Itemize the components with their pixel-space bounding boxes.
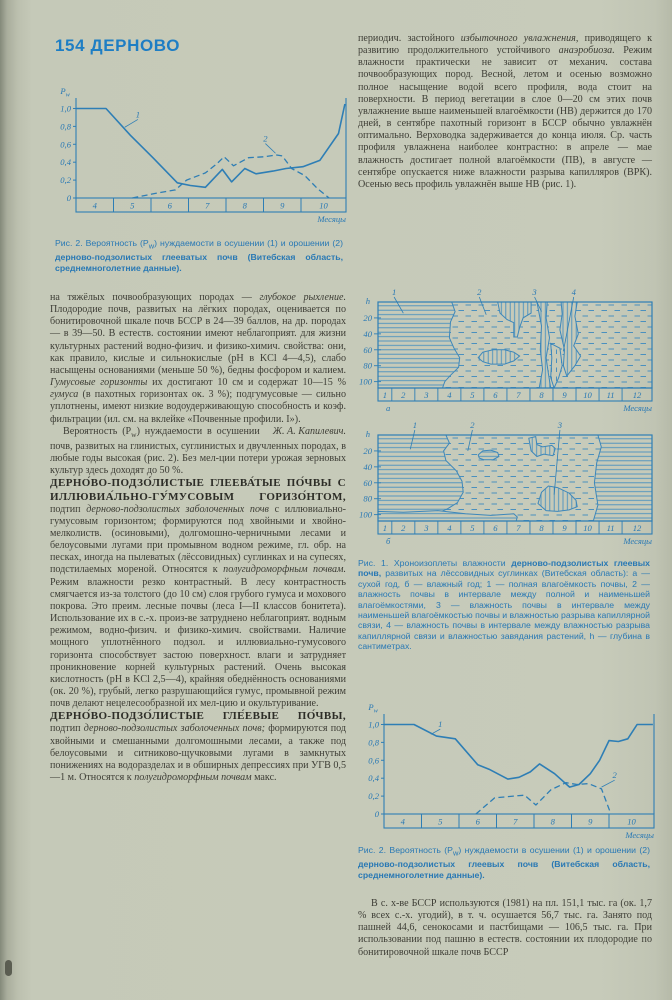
author-signature: Ж. А. Капилевич. [272,425,346,437]
caption-bold: дерново-подзолистых глеевых почв (Витебская область, среднемноголетние данные). [358,859,650,880]
svg-text:Pw: $P_w$ [60,86,70,99]
body-text: формируются под хвойными и смешанными долгомошными лесами, а также под белоусовыми и ситниково-щучковыми лугами в замкнутых понижениях на водоразделах и в обширных депрессиях при УГВ 0,5—1 м. Относятся к [50,723,347,784]
svg-text:6: 6 [475,816,480,827]
svg-text:60: 60 [363,344,372,355]
svg-text:2: 2 [612,770,617,781]
figure-1-chronoisopleth-panel-b [354,419,658,551]
svg-text:Месяцы: Месяцы [623,536,652,546]
svg-text:4: 4 [447,390,452,400]
italic-term: гумуса [50,389,79,401]
figure-2-right-line-chart [354,686,658,842]
svg-text:Месяцы: Месяцы [317,214,346,224]
svg-text:80: 80 [363,493,372,504]
svg-text:100: 100 [359,509,372,520]
svg-text:10: 10 [583,523,592,533]
svg-text:5: 5 [470,523,475,533]
svg-text:9: 9 [588,816,593,827]
svg-text:0: 0 [374,809,379,819]
svg-text:0: 0 [66,193,71,203]
svg-text:4: 4 [447,523,452,533]
body-text: приводящего к развитию продолжительного устойчивого [358,33,652,57]
svg-text:1: 1 [438,719,443,730]
svg-text:3: 3 [532,287,537,297]
paragraph-land-use: В с. х-ве БССР используются (1981) на пл. 151,1 тыс. га (ок. 1,7 % всех с.-х. угодий), в т. ч. осушается 56,7 тыс. га. Занято под пашней 44,6, сенокосами и пастбищами — 106,5 тыс. га. При использовании под пашню в естеств. состоянии их плодородие по бонитировочной шкале почв БССР [358,898,652,958]
svg-text:8: 8 [242,200,247,211]
svg-text:60: 60 [363,477,372,488]
entry-headword: ДЕРНО́ВО-ПОДЗО́ЛИСТЫЕ ГЛЕ́ЕВЫЕ ПО́ЧВЫ, [50,710,346,723]
body-text: их достигают 10 см и содержат 10—15 % [147,377,346,389]
svg-text:Pw: $P_w$ [368,702,378,715]
paragraph-continuation [50,292,346,426]
svg-text:20: 20 [363,312,372,323]
svg-text:1: 1 [382,523,388,533]
svg-text:8: 8 [539,390,544,400]
paragraph-probability [50,426,346,478]
figure-2-left-caption [55,238,343,273]
svg-text:3: 3 [424,523,429,533]
svg-text:7: 7 [516,390,521,400]
svg-text:0,8: 0,8 [60,121,71,132]
caption-text: Рис. 1. Хроноизоплеты влажности [358,558,512,568]
body-text: подтип [50,503,87,515]
body-text: ) нуждаемости в осушении почв, развитых на глинистых, суглинистых и двучленных породах, в любые годы высокая (рис. 2). Без мел-ции потери урожая зерновых культур здесь доходят до 50 %. [50,425,346,477]
caption-text: Рис. 2. Вероятность (P [358,845,453,855]
svg-text:5: 5 [130,200,135,211]
svg-text:10: 10 [583,390,592,400]
figure-2-left-line-chart [46,70,350,226]
svg-text:7: 7 [205,200,210,211]
svg-text:0,4: 0,4 [60,157,71,168]
body-text: Режим влажности практически не зависит от механич. состава почвообразующих пород. Весной, летом и осенью возможно полное насыщение водой всего профиля, вода стоит на поверхности. В период вегетации в слое 0—20 см этих почв увлажнение выше наименьшей влагоёмкости (НВ) держится до 170 дней, в сентябре пахотный горизонт в БССР обычно увлажнён оптимально. Верховодка задерживается до конца июля. Ср. часть профиля увлажнена наиболее контрастно: в апреле — мае влажность достигает полной влагоёмкости (ПВ), в августе — сентябре опускается ниже влажности разрыва капилляров (ВРК). Осенью весь профиль увлажнён выше НВ (рис. 1). [358,45,653,190]
svg-text:8: 8 [539,523,544,533]
caption-text: развитых на лёссовидных суглинках (Витебская область): а — сухой год, б — влажный год; 1 — полная влагоёмкость почвы, 2 — влажность почвы в интервале между полной и наименьшей влагоёмкостями, 3 — влажность почвы в интервале между наименьшей влагоёмкостью почвы и влажностью разрыва капиллярной связи, 4 — влажность почвы в интервале между влажностью разрыва капиллярной связи и влажностью завядания растений, h — глубина в сантиметрах. [358,568,650,652]
entry-gleevatye-soils [50,477,346,710]
svg-text:6: 6 [493,390,498,400]
svg-text:Месяцы: Месяцы [623,403,652,413]
svg-text:Месяцы: Месяцы [625,830,654,840]
caption-text: Рис. 2. Вероятность (P [55,238,149,248]
svg-text:0,2: 0,2 [60,175,71,186]
svg-text:40: 40 [363,328,372,339]
svg-text:1: 1 [412,420,417,430]
svg-text:6: 6 [493,523,498,533]
entry-gleevye-soils [50,710,346,784]
body-text: Плодородие почв, развитых на лёгких породах, оценивается по бонитировочной шкале почв БССР в 24—39 баллов, на др. породах — в 39—50. В естеств. состоянии имеют неблагоприят. для жизни культурных растений водно-физич. и физико-химич. свойства: они, как правило, кислые и сильнокислые (pH в KCl 4—4,5), слабо насыщены основаниями (меньше 50 %), бедны фосфором и калием. [50,304,346,376]
right-column-top [358,33,652,191]
svg-text:7: 7 [516,523,521,533]
svg-text:2: 2 [477,287,482,297]
caption-text: ) нуждаемости в осушении (1) и орошении (2) [458,845,650,855]
body-text: макс. [251,772,277,784]
svg-text:4: 4 [400,816,405,827]
svg-text:10: 10 [319,200,328,211]
svg-text:6: 6 [167,200,172,211]
body-text: на тяжёлых почвообразующих породах — [50,292,260,303]
figure-2-right-caption [358,845,650,880]
italic-term: глубокое рыхление. [259,292,346,303]
svg-text:1: 1 [391,287,397,297]
svg-text:7: 7 [513,816,518,827]
svg-text:12: 12 [632,523,642,533]
svg-text:4: 4 [571,287,576,297]
svg-text:1: 1 [135,109,141,120]
svg-text:40: 40 [363,461,372,472]
svg-text:20: 20 [363,445,372,456]
page-header: 154 ДЕРНОВО [55,36,181,55]
svg-text:2: 2 [401,390,406,400]
svg-text:а: а [386,403,391,413]
svg-text:0,6: 0,6 [60,139,71,150]
paragraph-moisture-regime [358,33,652,191]
svg-text:10: 10 [627,816,636,827]
svg-text:2: 2 [470,420,475,430]
svg-text:1,0: 1,0 [60,103,71,114]
caption-text: ) нуждаемости в осушении (1) и орошении (2) [154,238,343,248]
body-text: периодич. застойного [358,33,461,44]
svg-text:0,6: 0,6 [368,755,379,766]
italic-term: избыточного увлажнения, [460,33,579,44]
svg-text:0,4: 0,4 [368,773,379,784]
pw-subscript: w [131,429,137,439]
entry-headword: ДЕРНО́ВО-ПОДЗО́ЛИСТЫЕ ГЛЕЕВА́ТЫЕ ПО́ЧВЫ С ИЛЛЮВИА́ЛЬНО-ГУ́МУСОВЫМ ГОРИЗО́НТОМ, [50,477,346,503]
svg-text:5: 5 [470,390,475,400]
figure-1-caption [358,558,650,652]
body-text: подтип [50,723,84,735]
svg-text:80: 80 [363,360,372,371]
svg-text:11: 11 [606,390,615,400]
svg-text:3: 3 [424,390,429,400]
svg-text:8: 8 [550,816,555,827]
italic-term: анаэробиоза. [558,45,615,57]
svg-text:б: б [386,536,391,546]
body-text: (в пахотных горизонтах ок. 3 %); подгумусовые — сильно уплотнены, имеют низкие водоудерживающую способность и коэф. фильтрации (ил. см. на вклейке «Почвенные профили. I»). [50,389,346,425]
svg-text:0,8: 0,8 [368,737,379,748]
svg-text:9: 9 [562,523,567,533]
svg-text:100: 100 [359,376,372,387]
svg-text:12: 12 [632,390,642,400]
body-text: Режим влажности резко контрастный. В лесу контрастность смягчается из-за толстого (до 10 см) слоя грубого гумуса и мохового покрова. Это преим. лесные почвы (леса I—II классов бонитета). Использование их в с.-х. произ-ве затруднено неблагоприят. водным режимом, водно-физич. и физико-химич. свойствами. Наличие мощного уплотнённого подзол. и иллювиально-гумусового горизонта способствует застою поверхност. влаги и затрудняет проникновение корней культурных растений. Очень высокая кислотность (pH в KCl 2,5—4), крайняя обеднённость основаниями (ок. 20 %), грубый, легко разрушающийся гумус, промывной режим почв делают нецелесообразной их мел-цию и окультуривание. [50,576,346,710]
svg-text:3: 3 [557,420,563,430]
italic-term: Гумусовые горизонты [50,377,148,389]
right-column-bottom [358,898,652,959]
svg-text:1,0: 1,0 [368,719,379,730]
svg-text:5: 5 [438,816,443,827]
svg-text:9: 9 [280,200,285,211]
svg-text:2: 2 [263,133,268,144]
figure-1-chronoisopleth-panel-a [354,286,658,418]
svg-text:1: 1 [382,390,388,400]
svg-text:11: 11 [606,523,615,533]
body-text: с иллювиально-гумусовым горизонтом; формируются под хвойными и хвойно-мелколиств. (осиновыми), долгомошно-черничными лесами и белоусовыми лугами при промывном водном режиме, гл. обр. на песках, иногда на пылеватых (лёссовидных) суглинках и на супесях, подстилаемых мореной. Относятся к [50,503,347,576]
italic-term: дерново-подзолистых заболоченных почв [86,503,269,515]
body-text: Вероятность (P [63,425,132,437]
caption-bold: дерново-подзолистых глееватых почв (Витебская область, среднемноголетние данные). [55,252,343,273]
italic-term: полугидроморфным почвам [134,772,252,784]
svg-text:h: h [365,296,370,306]
left-column [50,292,346,784]
svg-text:0,2: 0,2 [368,791,379,802]
svg-text:4: 4 [92,200,97,211]
pw-subscript: w [452,848,459,858]
svg-text:h: h [365,429,370,439]
scan-ink-smudge [5,960,12,976]
italic-term: дерново-подзолистых заболоченных почв; [83,723,265,735]
pw-subscript: w [148,241,155,251]
svg-text:9: 9 [562,390,567,400]
svg-text:2: 2 [401,523,406,533]
caption-bold: дерново-подзолистых глеевых почв, [358,558,650,579]
italic-term: полугидроморфным почвам. [223,564,346,576]
